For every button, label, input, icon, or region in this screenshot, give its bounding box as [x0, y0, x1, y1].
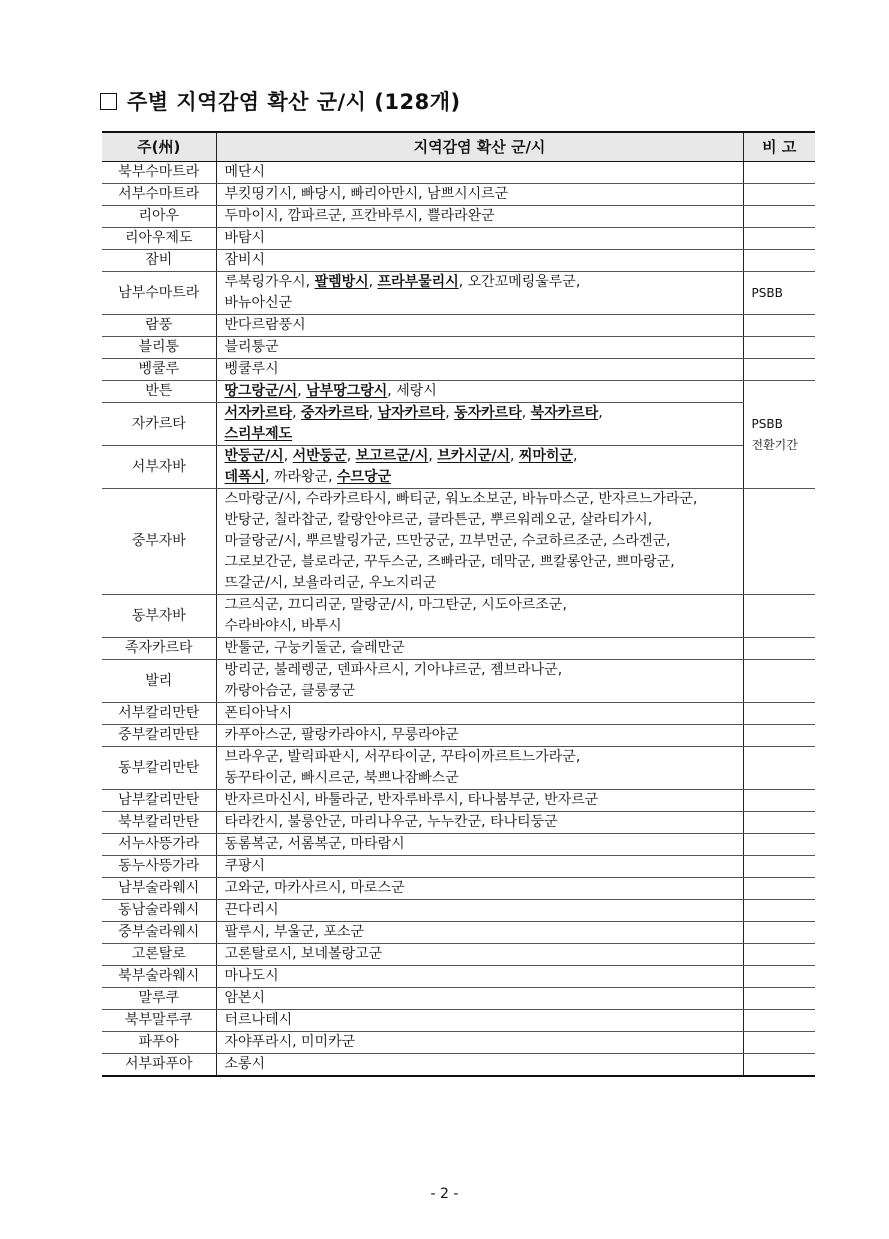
table-row	[102, 489, 815, 595]
city-name: 포소군	[323, 924, 365, 940]
city-name: 터르나테시	[224, 1012, 293, 1028]
table-row	[102, 988, 815, 1010]
city-name: 스리부제도	[224, 426, 293, 442]
table-row	[102, 703, 815, 725]
city-name: 남자카르타	[377, 405, 446, 421]
city-name: 칠라찹군	[273, 512, 329, 528]
city-name: 잠비시	[224, 252, 266, 268]
city-name: 서꾸타이군	[364, 749, 432, 765]
province-cell: 남부술라웨시	[102, 878, 216, 900]
city-name: 스마랑군/시	[224, 491, 297, 507]
cities-cell: 방리군, 불레렝군, 덴파사르시, 기아냐르군, 젬브라나군, 까랑아슴군, 클룽쿵군	[216, 660, 743, 703]
table-row	[102, 1054, 815, 1077]
city-name: 슬레만군	[350, 640, 405, 656]
city-name: 쿠팡시	[224, 858, 266, 874]
city-name: 불룽안군	[287, 814, 342, 830]
note-cell: PSBB	[743, 272, 815, 315]
city-name: 바툴라군	[314, 792, 369, 808]
province-cell: 람풍	[102, 315, 216, 337]
city-name: 뿌르발링가군	[305, 533, 387, 549]
note-cell	[743, 315, 815, 337]
province-cell: 블리퉁	[102, 337, 216, 359]
city-name: 쁠라라완군	[427, 208, 495, 224]
table-row	[102, 1010, 815, 1032]
cities-cell: 루북링가우시, 팔렘방시, 프라부물리시, 오간꼬메링울루군, 바뉴아신군	[216, 272, 743, 315]
cities-cell	[216, 1010, 743, 1032]
province-cell: 반튼	[102, 381, 216, 403]
cities-cell: 고와군, 마카사르시, 마로스군	[216, 878, 743, 900]
province-cell: 중부술라웨시	[102, 922, 216, 944]
city-name: 반탕군	[224, 512, 266, 528]
city-name: 덴파사르시	[337, 662, 405, 678]
city-name: 부킷띵기시	[224, 186, 293, 202]
cities-cell: 자야푸라시, 미미카군	[216, 1032, 743, 1054]
city-name: 구눙키둘군	[273, 640, 342, 656]
province-cell: 서부자바	[102, 446, 216, 489]
table-row	[102, 162, 815, 184]
city-name: 루북링가우시	[224, 274, 306, 290]
table-row	[102, 337, 815, 359]
province-cell: 북부말루쿠	[102, 1010, 216, 1032]
city-name: 칼랑안야르군	[337, 512, 419, 528]
city-name: 서롬복군	[287, 836, 342, 852]
city-name: 쁘마랑군	[616, 554, 671, 570]
city-name: 타나티둥군	[490, 814, 558, 830]
province-cell: 벵쿨루	[102, 359, 216, 381]
note-cell	[743, 944, 815, 966]
note-cell	[743, 790, 815, 812]
city-name: 바뉴마스군	[521, 491, 590, 507]
city-name: 뜨만궁군	[395, 533, 450, 549]
city-name: 메단시	[224, 164, 266, 180]
city-name: 중자카르타	[301, 405, 369, 421]
city-name: 수라바야시	[224, 618, 293, 634]
city-name: 세랑시	[396, 383, 437, 399]
city-name: 뿌르워레오군	[490, 512, 572, 528]
city-name: 서자카르타	[224, 405, 293, 421]
cities-cell	[216, 988, 743, 1010]
city-name: 살라티가시	[580, 512, 648, 528]
city-name: 마글랑군/시	[224, 533, 297, 549]
table-header-row	[102, 132, 815, 162]
province-cell: 동남술라웨시	[102, 900, 216, 922]
province-cell: 자카르타	[102, 403, 216, 446]
cities-cell: 브라우군, 발릭파판시, 서꾸타이군, 꾸타이까르트느가라군, 동꾸타이군, 빠시르군, 북쁘나잠빠스군	[216, 747, 743, 790]
note-cell	[743, 966, 815, 988]
province-cell: 동누사뜽가라	[102, 856, 216, 878]
cities-cell: 반둥군/시, 서반둥군, 보고르군/시, 브카시군/시, 찌마히군, 데폭시, 까라왕군, 수므당군	[216, 446, 743, 489]
province-cell: 발리	[102, 660, 216, 703]
city-name: 반둥군/시	[224, 448, 284, 464]
city-name: 누누칸군	[427, 814, 482, 830]
city-name: 반자루바루시	[377, 792, 459, 808]
note-cell	[743, 337, 815, 359]
city-name: 팔랑카라야시	[301, 727, 383, 743]
table-row	[102, 403, 815, 446]
cities-cell: 반자르마신시, 바툴라군, 반자루바루시, 타나붐부군, 반자르군	[216, 790, 743, 812]
province-cell: 서부파푸아	[102, 1054, 216, 1077]
note-cell	[743, 660, 815, 703]
cities-cell: 부킷띵기시, 빠당시, 빠리아만시, 남쁘시시르군	[216, 184, 743, 206]
province-cell: 리아우제도	[102, 228, 216, 250]
province-cell: 남부수마트라	[102, 272, 216, 315]
city-name: 타나붐부군	[467, 792, 536, 808]
note-cell	[743, 878, 815, 900]
table-row	[102, 922, 815, 944]
cities-cell: 두마이시, 깜파르군, 프칸바루시, 쁠라라완군	[216, 206, 743, 228]
cities-cell	[216, 162, 743, 184]
city-name: 기아냐르군	[413, 662, 482, 678]
city-name: 부울군	[273, 924, 315, 940]
city-name: 클룽쿵군	[301, 683, 356, 699]
table-row	[102, 638, 815, 660]
city-name: 우노지리군	[368, 575, 437, 591]
city-name: 고와군	[224, 880, 266, 896]
province-cell: 잠비	[102, 250, 216, 272]
city-name: 동롬복군	[224, 836, 279, 852]
city-name: 바투시	[301, 618, 342, 634]
table-body	[102, 162, 815, 1077]
header-note: 비 고	[743, 132, 815, 162]
note-cell	[743, 250, 815, 272]
header-province: 주(州)	[102, 132, 216, 162]
province-cell: 중부자바	[102, 489, 216, 595]
note-cell	[743, 162, 815, 184]
city-name: 자야푸라시	[224, 1034, 293, 1050]
note-cell	[743, 1010, 815, 1032]
city-name: 바탐시	[224, 230, 266, 246]
province-cell: 북부칼리만탄	[102, 812, 216, 834]
city-name: 반자르마신시	[224, 792, 306, 808]
cities-cell	[216, 1054, 743, 1077]
table-row	[102, 747, 815, 790]
city-name: 꾸두스군	[364, 554, 419, 570]
province-cell: 북부수마트라	[102, 162, 216, 184]
city-name: 프칸바루시	[350, 208, 419, 224]
city-name: 타라칸시	[224, 814, 279, 830]
note-cell	[743, 703, 815, 725]
city-name: 깜파르군	[287, 208, 342, 224]
city-name: 빠티군	[395, 491, 437, 507]
city-name: 그르식군	[224, 597, 279, 613]
province-cell: 북부술라웨시	[102, 966, 216, 988]
note-cell	[743, 359, 815, 381]
city-name: 두마이시	[224, 208, 279, 224]
region-table	[102, 131, 815, 1077]
city-name: 보고르군/시	[355, 448, 429, 464]
cities-cell	[216, 359, 743, 381]
province-cell: 중부칼리만탄	[102, 725, 216, 747]
city-name: 팔렘방시	[314, 274, 369, 290]
page-number: - 2 -	[430, 1186, 459, 1202]
city-name: 남쁘시시르군	[427, 186, 509, 202]
province-cell: 동부자바	[102, 595, 216, 638]
city-name: 그로보간군	[224, 554, 293, 570]
table-row	[102, 359, 815, 381]
note-cell	[743, 725, 815, 747]
cities-cell: 동롬복군, 서롬복군, 마타람시	[216, 834, 743, 856]
city-name: 브카시군/시	[437, 448, 511, 464]
header-cities: 지역감염 확산 군/시	[216, 132, 743, 162]
city-name: 수라카르타시	[305, 491, 387, 507]
note-cell	[743, 988, 815, 1010]
province-cell: 리아우	[102, 206, 216, 228]
city-name: 북자카르타	[530, 405, 599, 421]
table-row	[102, 1032, 815, 1054]
city-name: 남부땅그랑시	[306, 383, 388, 399]
note-cell	[743, 747, 815, 790]
city-name: 보욜라리군	[292, 575, 360, 591]
table-row	[102, 966, 815, 988]
city-name: 까랑아슴군	[224, 683, 293, 699]
table-row	[102, 878, 815, 900]
table-row	[102, 725, 815, 747]
city-name: 소롱시	[224, 1056, 266, 1072]
city-name: 불레렝군	[273, 662, 329, 678]
city-name: 찌마히군	[518, 448, 574, 464]
page-title	[100, 86, 461, 116]
checkbox-square-icon	[100, 93, 117, 110]
city-name: 고론탈로시	[224, 946, 293, 962]
note-cell	[743, 595, 815, 638]
city-name: 마그탄군	[418, 597, 473, 613]
city-name: 마리나우군	[350, 814, 419, 830]
city-name: 젬브라나군	[490, 662, 558, 678]
city-name: 암본시	[224, 990, 266, 1006]
cities-cell	[216, 900, 743, 922]
note-cell	[743, 206, 815, 228]
city-name: 반다르람풍시	[224, 317, 306, 333]
cities-cell	[216, 856, 743, 878]
cities-cell: 팔루시, 부울군, 포소군	[216, 922, 743, 944]
table-row	[102, 790, 815, 812]
note-cell	[743, 922, 815, 944]
city-name: 마나도시	[224, 968, 279, 984]
cities-cell: 스마랑군/시, 수라카르타시, 빠티군, 워노소보군, 바뉴마스군, 반자르느가라군, 반탕군, 칠라찹군, 칼랑안야르군, 클라튼군, 뿌르워레오군, 살라티가시, 마글랑군/시, 뿌르발링가군, 뜨만궁군, 끄부먼군, 수코하르조군, 스라겐군, 그로보간군, 블로라군, 꾸두스군, 즈빠라군, 데막군, 쁘칼롱안군, 쁘마랑군, 뜨갈군/시, 보욜라리군, 우노지리군	[216, 489, 743, 595]
table-row	[102, 856, 815, 878]
note-cell	[743, 228, 815, 250]
cities-cell	[216, 250, 743, 272]
cities-cell: 타라칸시, 불룽안군, 마리나우군, 누누칸군, 타나티둥군	[216, 812, 743, 834]
note-cell: PSBB 전환기간	[743, 381, 815, 489]
cities-cell	[216, 228, 743, 250]
cities-cell: 반툴군, 구눙키둘군, 슬레만군	[216, 638, 743, 660]
cities-cell: 그르식군, 끄디리군, 말랑군/시, 마그탄군, 시도아르조군, 수라바야시, 바투시	[216, 595, 743, 638]
table-row	[102, 660, 815, 703]
province-cell: 말루쿠	[102, 988, 216, 1010]
table-row	[102, 834, 815, 856]
table-row	[102, 250, 815, 272]
city-name: 데폭시	[224, 469, 266, 485]
city-name: 클라튼군	[427, 512, 482, 528]
city-name: 반자르군	[544, 792, 599, 808]
city-name: 즈빠라군	[427, 554, 482, 570]
city-name: 블리퉁군	[224, 339, 279, 355]
note-cell	[743, 1032, 815, 1054]
table-row	[102, 272, 815, 315]
city-name: 마카사르시	[273, 880, 342, 896]
note-cell	[743, 184, 815, 206]
province-cell: 남부칼리만탄	[102, 790, 216, 812]
table-row	[102, 595, 815, 638]
province-cell: 서부칼리만탄	[102, 703, 216, 725]
city-name: 오간꼬메링울루군	[467, 274, 576, 290]
city-name: 데막군	[490, 554, 531, 570]
city-name: 보네볼랑고군	[301, 946, 383, 962]
note-cell	[743, 856, 815, 878]
city-name: 블로라군	[301, 554, 356, 570]
city-name: 팔루시	[224, 924, 266, 940]
city-name: 카푸아스군	[224, 727, 293, 743]
table-row	[102, 206, 815, 228]
city-name: 스라겐군	[611, 533, 667, 549]
province-cell: 서부수마트라	[102, 184, 216, 206]
city-name: 땅그랑군/시	[224, 383, 298, 399]
city-name: 끄부먼군	[458, 533, 513, 549]
city-name: 마타람시	[350, 836, 405, 852]
city-name: 벵쿨루시	[224, 361, 279, 377]
page-title-text: 주별 지역감염 확산 군/시 (128개)	[127, 90, 461, 114]
province-cell: 고론탈로	[102, 944, 216, 966]
city-name: 뜨갈군/시	[224, 575, 284, 591]
table-row	[102, 446, 815, 489]
cities-cell: 고론탈로시, 보네볼랑고군	[216, 944, 743, 966]
city-name: 수므당군	[337, 469, 392, 485]
city-name: 마로스군	[350, 880, 405, 896]
table-row	[102, 184, 815, 206]
city-name: 끈다리시	[224, 902, 279, 918]
city-name: 서반둥군	[292, 448, 347, 464]
city-name: 빠당시	[301, 186, 342, 202]
cities-cell	[216, 315, 743, 337]
city-name: 까라왕군	[273, 469, 329, 485]
cities-cell: 카푸아스군, 팔랑카라야시, 무룽라야군	[216, 725, 743, 747]
city-name: 쁘칼롱안군	[539, 554, 608, 570]
city-name: 수코하르조군	[521, 533, 603, 549]
city-name: 방리군	[224, 662, 266, 678]
table-row	[102, 228, 815, 250]
note-cell	[743, 900, 815, 922]
city-name: 브라우군	[224, 749, 279, 765]
province-cell: 족자카르타	[102, 638, 216, 660]
note-cell	[743, 638, 815, 660]
city-name: 빠시르군	[301, 770, 356, 786]
city-name: 프라부물리시	[377, 274, 459, 290]
cities-cell	[216, 703, 743, 725]
city-name: 끄디리군	[287, 597, 342, 613]
city-name: 빠리아만시	[350, 186, 419, 202]
province-cell: 파푸아	[102, 1032, 216, 1054]
city-name: 폰티아낙시	[224, 705, 293, 721]
table-row	[102, 812, 815, 834]
table-row	[102, 315, 815, 337]
city-name: 북쁘나잠빠스군	[364, 770, 459, 786]
city-name: 바뉴아신군	[224, 295, 293, 311]
note-cell	[743, 812, 815, 834]
table-row	[102, 381, 815, 403]
city-name: 반자르느가라군	[598, 491, 694, 507]
city-name: 미미카군	[301, 1034, 356, 1050]
note-cell	[743, 834, 815, 856]
note-cell	[743, 489, 815, 595]
cities-cell: 서자카르타, 중자카르타, 남자카르타, 동자카르타, 북자카르타, 스리부제도	[216, 403, 743, 446]
table-row	[102, 944, 815, 966]
city-name: 발릭파판시	[287, 749, 356, 765]
city-name: 꾸타이까르트느가라군	[440, 749, 576, 765]
note-cell	[743, 1054, 815, 1077]
province-cell: 서누사뜽가라	[102, 834, 216, 856]
city-name: 말랑군/시	[350, 597, 410, 613]
province-cell: 동부칼리만탄	[102, 747, 216, 790]
cities-cell	[216, 337, 743, 359]
city-name: 무룽라야군	[391, 727, 459, 743]
city-name: 반툴군	[224, 640, 266, 656]
city-name: 동자카르타	[454, 405, 522, 421]
city-name: 워노소보군	[445, 491, 513, 507]
table-row	[102, 900, 815, 922]
cities-cell	[216, 966, 743, 988]
city-name: 시도아르조군	[481, 597, 563, 613]
cities-cell: 땅그랑군/시, 남부땅그랑시, 세랑시	[216, 381, 743, 403]
city-name: 동꾸타이군	[224, 770, 293, 786]
